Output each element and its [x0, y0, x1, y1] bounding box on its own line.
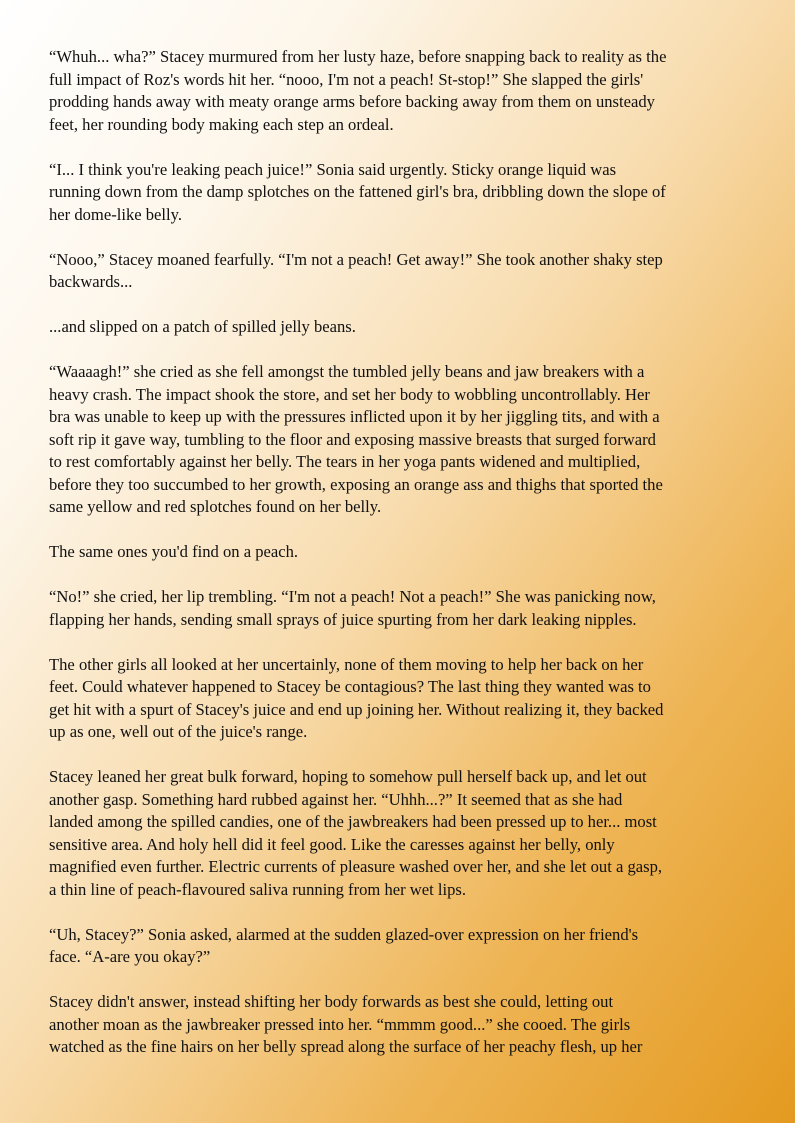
paragraph-3: “Nooo,” Stacey moaned fearfully. “I'm not a peach! Get away!” She took another shaky step backwards...	[49, 249, 663, 291]
paragraph-8: The other girls all looked at her uncertainly, none of them moving to help her back on her feet. Could whatever happened to Stacey be contagious? The last thing they wanted was to get hit with a spurt of Stacey's juice and end up joining her. Without realizing it, they backed up as one, well out of the juice's range.	[49, 654, 664, 741]
paragraph-7: “No!” she cried, her lip trembling. “I'm not a peach! Not a peach!” She was panicking now, flapping her hands, sending small sprays of juice spurting from her dark leaking nipples.	[49, 587, 656, 629]
paragraph-1: “Whuh... wha?” Stacey murmured from her lusty haze, before snapping back to reality as the full impact of Roz's words hit her. “nooo, I'm not a peach! St-stop!” She slapped the girls' prodding hands away with meaty orange arms before backing away from them on unsteady feet, her rounding body making each step an ordeal.	[49, 47, 667, 134]
paragraph-11: Stacey didn't answer, instead shifting her body forwards as best she could, letting out another moan as the jawbreaker pressed into her. “mmmm good...” she cooed. The girls watched as the fine hairs on her belly spread along the surface of her peachy flesh, up her	[49, 992, 643, 1056]
paragraph-4: ...and slipped on a patch of spilled jelly beans.	[49, 317, 356, 336]
paragraph-10: “Uh, Stacey?” Sonia asked, alarmed at the sudden glazed-over expression on her friend's face. “A-are you okay?”	[49, 924, 639, 966]
paragraph-2: “I... I think you're leaking peach juice!” Sonia said urgently. Sticky orange liquid was running down from the damp splotches on the fattened girl's bra, dribbling down the slope of her dome-like belly.	[49, 159, 666, 224]
paragraph-5: “Waaaagh!” she cried as she fell amongst the tumbled jelly beans and jaw breakers with a heavy crash. The impact shook the store, and set her body to wobbling uncontrollably. Her bra was unable to keep up with the pressures inflicted upon it by her jiggling tits, and with a soft rip it gave way, tumbling to the floor and exposing massive breasts that surged forward to rest comfortably against her belly. The tears in her yoga pants widened and multiplied, before they too succumbed to her growth, exposing an orange ass and thighs that sported the same yellow and red splotches found on her belly.	[49, 362, 663, 516]
paragraph-6: The same ones you'd find on a peach.	[49, 542, 299, 561]
paragraph-9: Stacey leaned her great bulk forward, hoping to somehow pull herself back up, and let out another gasp. Something hard rubbed against her. “Uhhh...?” It seemed that as she had landed among the spilled candies, one of the jawbreakers had been pressed up to her... most sensitive area. And holy hell did it feel good. Like the caresses against her belly, only magnified even further. Electric currents of pleasure washed over her, and she let out a gasp, a thin line of peach-flavoured saliva running from her wet lips.	[49, 767, 663, 899]
